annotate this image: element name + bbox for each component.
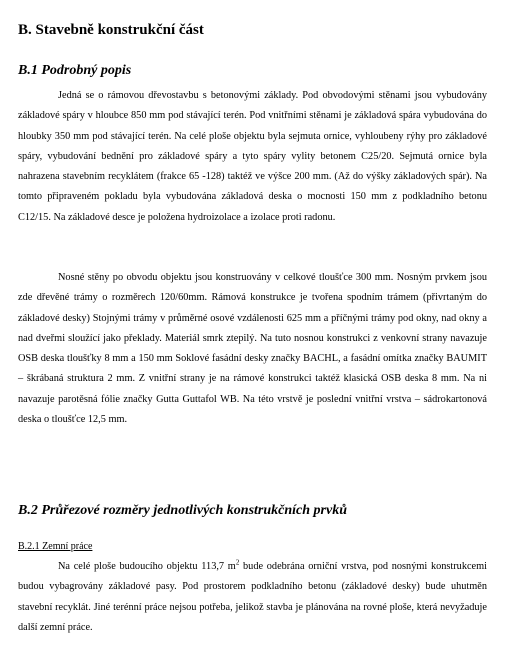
sub-subsection-heading-earthworks: B.2.1 Zemní práce xyxy=(18,541,93,552)
subsection-heading-b1: B.1 Podrobný popis xyxy=(18,63,132,78)
area-unit-superscript: 2 xyxy=(235,558,240,567)
section-title: B. Stavebně konstrukční část xyxy=(18,22,204,38)
paragraph-foundations: Jedná se o rámovou dřevostavbu s betonovými základy. Pod obvodovými stěnami jsou vybudovány základové spáry v hloubce 850 mm pod stávající terén. Pod vnitřními stěnami je základová spára vybudována do hloubky 350 mm pod stávající terén. Na celé ploše objektu byla sejmuta ornice, vyhloubeny rýhy pro základové spáry, vybudování bednění pro základové spáry a tyto spáry vylity betonem C25/20. Sejmutá ornice byla nahrazena stavebním recyklátem (frakce 65 -128) taktéž ve výšce 200 mm. (Až do výšky základových spár). Na tomto připraveném pokladu byla vybudována základová deska o mocnosti 150 mm z podkladního betonu C12/15. Na základové desce je položena hydroizolace a izolace proti radonu. xyxy=(18,90,487,223)
earthworks-text-start: Na celé ploše budoucího objektu 113,7 m xyxy=(58,561,236,572)
paragraph-earthworks xyxy=(18,557,487,638)
earthworks-text-end: bude odebrána orniční vrstva, pod nosnými konstrukcemi budou vybagrovány základové pasy. Pod prostorem podkladního betonu (základové desky) bude uhutměn stavební recyklát. Jiné terénní práce nejsou potřeba, jelikož stavba je plánována na rovné ploše, která nevyžaduje další zemní práce. xyxy=(18,561,487,633)
paragraph-walls: Nosné stěny po obvodu objektu jsou konstruovány v celkové tloušťce 300 mm. Nosným prvkem jsou zde dřevěné trámy o rozměrech 120/60mm. Rámová konstrukce je tvořena spodním trámem (přivrtaným do základové desky) Stojnými trámy v průměrné osové vzdálenosti 625 mm a příčnými trámy pod okny, nad okny a nad dveřmi sloužící jako překlady. Materiál smrk ztepilý. Na tuto nosnou konstrukci z venkovní strany navazuje OSB deska tloušťky 8 mm a 150 mm Soklové fasádní desky značky BACHL, a fasádní omítka značky BAUMIT – škrábaná struktura 2 mm. Z vnitřní strany je na rámové konstrukci taktéž klasická OSB deska 8 mm. Na ni navazuje parotěsná fólie značky Gutta Guttafol WB. Na této vrstvě je poslední vnitřní vrstva – sádrokartonová deska o tloušťce 12,5 mm. xyxy=(18,272,487,426)
subsection-heading-b2: B.2 Průřezové rozměry jednotlivých konstrukčních prvků xyxy=(18,503,348,518)
